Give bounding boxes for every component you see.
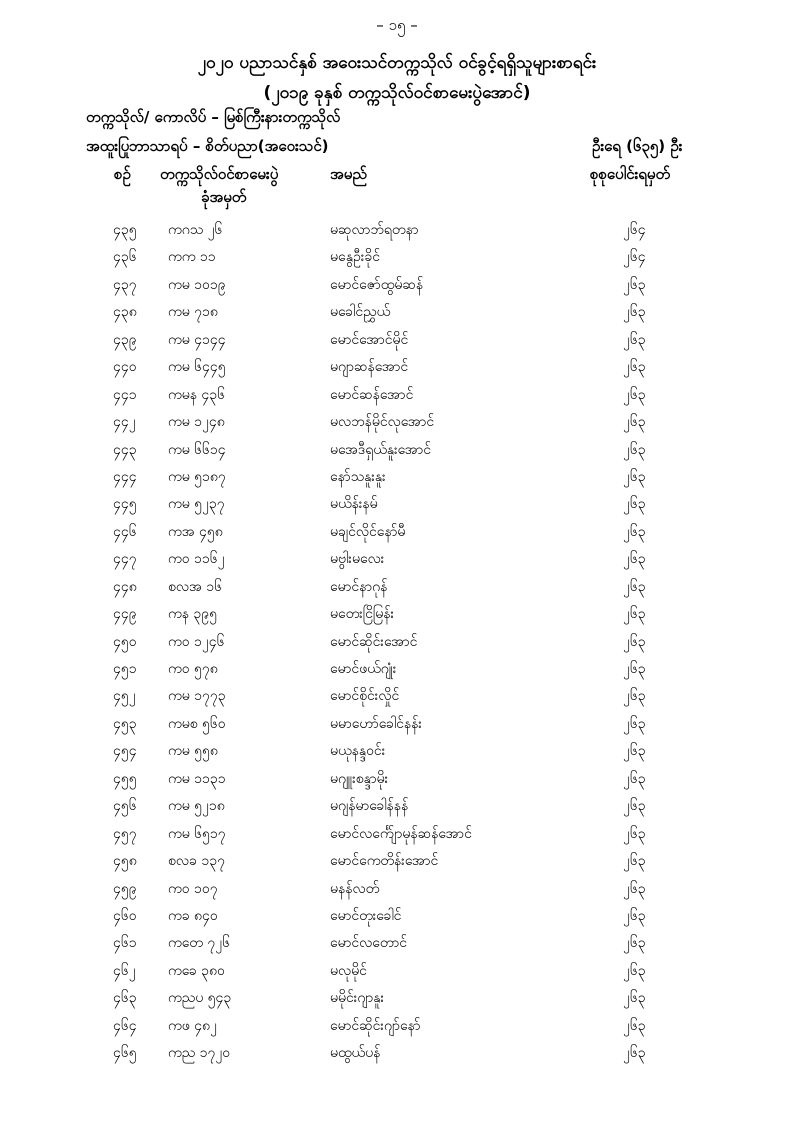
roll-number: ကန ၃၉၅ — [168, 606, 218, 623]
row-number: ၄၅၇ — [113, 825, 137, 842]
student-name: မောင်ကေတိန်းအောင် — [330, 853, 439, 870]
student-name: မနွေဦးခိုင် — [330, 249, 381, 266]
total-marks: ၂၆၃ — [623, 606, 646, 623]
total-marks: ၂၆၃ — [623, 578, 646, 595]
table-row — [0, 600, 794, 627]
table-row — [0, 765, 794, 792]
total-marks: ၂၆၃ — [623, 688, 646, 705]
table-row — [0, 710, 794, 737]
total-marks: ၂၆၃ — [623, 1017, 646, 1034]
total-marks: ၂၆၃ — [623, 907, 646, 924]
row-number: ၄၅၂ — [113, 688, 136, 705]
roll-number: ကမ ၅၂၃၇ — [168, 496, 225, 513]
roll-number: ကမ ၅၁၈၇ — [168, 468, 226, 485]
student-name: မဂျူးစန္ဒာမိုး — [330, 770, 389, 787]
student-name: မနန်လတ် — [330, 880, 380, 897]
table-row — [0, 518, 794, 545]
roll-number: စလခ ၁၃၇ — [168, 853, 225, 870]
total-marks: ၂၆၃ — [623, 962, 646, 979]
total-marks: ၂၆၃ — [623, 304, 646, 321]
row-number: ၄၅၄ — [113, 743, 137, 760]
table-row — [0, 1039, 794, 1066]
row-number: ၄၄၄ — [113, 468, 137, 485]
table-row — [0, 463, 794, 490]
total-count-line: ဦးရေ (၆၃၅) ဦး — [592, 137, 683, 155]
header-roll-number: တက္ကသိုလ်ဝင်စာမေးပွဲ — [160, 165, 279, 183]
table-row — [0, 682, 794, 709]
student-name: မဗွါးမလေး — [330, 551, 385, 568]
total-marks: ၂၆၃ — [623, 770, 646, 787]
student-name: မအေဒီရှယ်နူးအောင် — [330, 441, 432, 458]
roll-number: ကတေ ၇၂၆ — [168, 935, 231, 952]
table-row — [0, 792, 794, 819]
table-row — [0, 957, 794, 984]
student-list — [0, 216, 794, 1067]
table-row — [0, 381, 794, 408]
student-name: မဂျာဆန်အောင် — [330, 359, 409, 376]
major-line: အထူးပြုဘာသာရပ် – စိတ်ပညာ(အဝေးသင်) — [86, 137, 329, 155]
header-roll-number-line2: ခုံအမှတ် — [201, 188, 247, 206]
row-number: ၄၃၇ — [113, 276, 137, 293]
table-row — [0, 243, 794, 270]
student-name: မဂျန်မာခေါန်နန် — [330, 798, 409, 815]
student-name: မယိန်းနမ် — [330, 496, 378, 513]
total-marks: ၂၆၃ — [623, 743, 646, 760]
table-row — [0, 298, 794, 325]
table-row — [0, 216, 794, 243]
total-marks: ၂၆၃ — [623, 359, 646, 376]
table-row — [0, 902, 794, 929]
row-number: ၄၅၁ — [113, 661, 137, 677]
student-name: မယုနန္ဒဝင်း — [330, 743, 386, 760]
student-name: မောင်အောင်မိုင် — [330, 331, 409, 348]
student-name: မောင်လင်္ကျော်မုန်ဆန်အောင် — [330, 825, 472, 842]
row-number: ၄၃၉ — [113, 331, 137, 348]
row-number: ၄၆၁ — [113, 935, 137, 952]
table-row — [0, 929, 794, 956]
header-total-marks: စုစုပေါင်းရမှတ် — [590, 165, 671, 183]
table-row — [0, 408, 794, 435]
table-row — [0, 271, 794, 298]
total-marks: ၂၆၃ — [623, 496, 646, 513]
total-marks: ၂၆၃ — [623, 386, 646, 403]
student-name: မောင်ဇော်ထွမ်ဆန် — [330, 276, 424, 293]
table-row — [0, 490, 794, 517]
roll-number: ကခေ ၃၈၀ — [168, 962, 225, 979]
roll-number: ကမန ၄၃၆ — [168, 386, 226, 403]
roll-number: ကမ ၇၁၈ — [168, 304, 218, 321]
table-row — [0, 875, 794, 902]
roll-number: ကမ ၁၇၇၃ — [168, 688, 226, 705]
roll-number: ကည ၁၇၂၀ — [168, 1045, 231, 1062]
total-marks: ၂၆၃ — [623, 414, 646, 431]
student-name: မောင်ဖယ်ဂျုံး — [330, 661, 397, 677]
row-number: ၄၄၂ — [113, 414, 136, 431]
row-number: ၄၅၈ — [113, 853, 137, 870]
row-number: ၄၆၄ — [113, 1017, 137, 1034]
table-row — [0, 847, 794, 874]
row-number: ၄၅၀ — [113, 633, 137, 650]
student-name: မောင်ဆိုင်းဂျာ်နော် — [330, 1017, 421, 1034]
total-marks: ၂၆၃ — [623, 1045, 646, 1062]
total-marks: ၂၆၃ — [623, 853, 646, 870]
row-number: ၄၆၂ — [113, 962, 136, 979]
row-number: ၄၄၆ — [113, 523, 137, 540]
roll-number: ကမ ၁၀၁၉ — [168, 276, 226, 293]
total-marks: ၂၆၃ — [623, 935, 646, 952]
total-marks: ၂၆၃ — [623, 331, 646, 348]
row-number: ၄၃၅ — [113, 222, 137, 238]
table-row — [0, 628, 794, 655]
student-name: မလဘန်မိုင်လုအောင် — [330, 414, 435, 431]
row-number: ၄၅၃ — [113, 715, 137, 732]
row-number: ၄၄၅ — [113, 496, 137, 513]
roll-number: ကမ ၆၅၁၇ — [168, 825, 226, 842]
student-name: မချင်လိုင်နော်မီ — [330, 523, 406, 540]
total-marks: ၂၆၃ — [623, 880, 646, 897]
student-name: မောင်စိုင်းလှိုင် — [330, 688, 400, 705]
student-name: မောင်နာဂုန် — [330, 578, 388, 595]
roll-number: ကမ ၆၄၄၅ — [168, 359, 226, 376]
row-number: ၄၅၆ — [113, 798, 137, 815]
student-name: မဆုလာဘ်ရတနာ — [330, 222, 419, 238]
student-name: မောင်လတောင် — [330, 935, 407, 952]
roll-number: ကဝ ၁၁၆၂ — [168, 551, 225, 568]
row-number: ၄၄၁ — [113, 386, 137, 403]
table-row — [0, 984, 794, 1011]
total-marks: ၂၆၃ — [623, 661, 646, 677]
roll-number: ကမ ၅၅၈ — [168, 743, 218, 760]
total-marks: ၂၆၃ — [623, 276, 646, 293]
roll-number: စလအ ၁၆ — [168, 578, 223, 595]
table-row — [0, 573, 794, 600]
student-name: မောင်ဆိုင်းအောင် — [330, 633, 418, 650]
student-name: မခေါင်ညွှယ် — [330, 304, 391, 321]
row-number: ၄၆၅ — [113, 1045, 137, 1062]
total-marks: ၂၆၃ — [623, 441, 646, 458]
table-row — [0, 436, 794, 463]
header-no: စဉ် — [114, 165, 131, 183]
table-row — [0, 820, 794, 847]
table-row — [0, 1012, 794, 1039]
total-marks: ၂၆၃ — [623, 633, 646, 650]
row-number: ၄၄၉ — [113, 606, 137, 623]
total-marks: ၂၆၃ — [623, 825, 646, 842]
document-subtitle: (၂၀၁၉ ခုနှစ် တက္ကသိုလ်ဝင်စာမေးပွဲအောင်) — [263, 83, 531, 103]
row-number: ၄၄၃ — [113, 441, 137, 458]
student-name: မတေးငြိမြန်း — [330, 606, 395, 623]
table-row — [0, 353, 794, 380]
total-marks: ၂၆၃ — [623, 523, 646, 540]
roll-number: ကမ ၆၆၁၄ — [168, 441, 226, 458]
row-number: ၄၄၇ — [113, 551, 137, 568]
total-marks: ၂၆၄ — [623, 222, 646, 238]
roll-number: ကဝ ၁၀၇ — [168, 880, 218, 897]
header-name: အမည် — [330, 165, 367, 183]
student-name: မောင်ဆန်အောင် — [330, 386, 414, 403]
document-title: ၂၀၂၀ ပညာသင်နှစ် အဝေးသင်တက္ကသိုလ် ဝင်ခွင့်ရရှိသူများစာရင်း — [197, 53, 597, 73]
roll-number: ကဖ ၄၈၂ — [168, 1017, 217, 1034]
row-number: ၄၅၅ — [113, 770, 137, 787]
roll-number: ကမ ၁၂၄၈ — [168, 414, 225, 431]
student-name: မောင်တုးခေါင် — [330, 907, 402, 924]
row-number: ၄၅၉ — [113, 880, 137, 897]
total-marks: ၂၆၃ — [623, 468, 646, 485]
page-number: – ၁၅ – — [376, 16, 418, 34]
roll-number: ကခ ၈၄၀ — [168, 907, 218, 924]
student-name: မထွယ်ပန် — [330, 1045, 381, 1062]
total-marks: ၂၆၃ — [623, 990, 646, 1007]
table-row — [0, 737, 794, 764]
row-number: ၄၄၀ — [113, 359, 137, 376]
row-number: ၄၆၃ — [113, 990, 137, 1007]
student-name: မမာဟော်ခေါင်နန်း — [330, 715, 422, 732]
table-row — [0, 655, 794, 682]
roll-number: ကမစ ၅၆၀ — [168, 715, 226, 732]
row-number: ၄၃၈ — [113, 304, 137, 321]
total-marks: ၂၆၃ — [623, 798, 646, 815]
roll-number: ကညပ ၅၄၃ — [168, 990, 232, 1007]
row-number: ၄၄၈ — [113, 578, 137, 595]
table-row — [0, 326, 794, 353]
table-row — [0, 545, 794, 572]
roll-number: ကမ ၁၁၃၁ — [168, 770, 226, 787]
student-name: မလုမိုင် — [330, 962, 367, 979]
roll-number: ကမ ၄၁၄၄ — [168, 331, 226, 348]
university-line: တက္ကသိုလ်/ ကောလိပ် – မြစ်ကြီးနားတက္ကသိုလ် — [86, 108, 341, 126]
roll-number: ကက ၁၁ — [168, 249, 216, 266]
roll-number: ကဝ ၅၇၈ — [168, 661, 218, 677]
row-number: ၄၃၆ — [113, 249, 137, 266]
roll-number: ကအ ၄၅၈ — [168, 523, 223, 540]
total-marks: ၂၆၄ — [623, 249, 646, 266]
student-name: နော်သနူးနူး — [330, 468, 386, 485]
roll-number: ကမ ၅၂၁၈ — [168, 798, 225, 815]
row-number: ၄၆၀ — [113, 907, 137, 924]
total-marks: ၂၆၃ — [623, 551, 646, 568]
total-marks: ၂၆၃ — [623, 715, 646, 732]
student-name: မမိုင်းဂျာနူး — [330, 990, 385, 1007]
roll-number: ကဝ ၁၂၄၆ — [168, 633, 225, 650]
roll-number: ကဂသ ၂၆ — [168, 222, 223, 238]
